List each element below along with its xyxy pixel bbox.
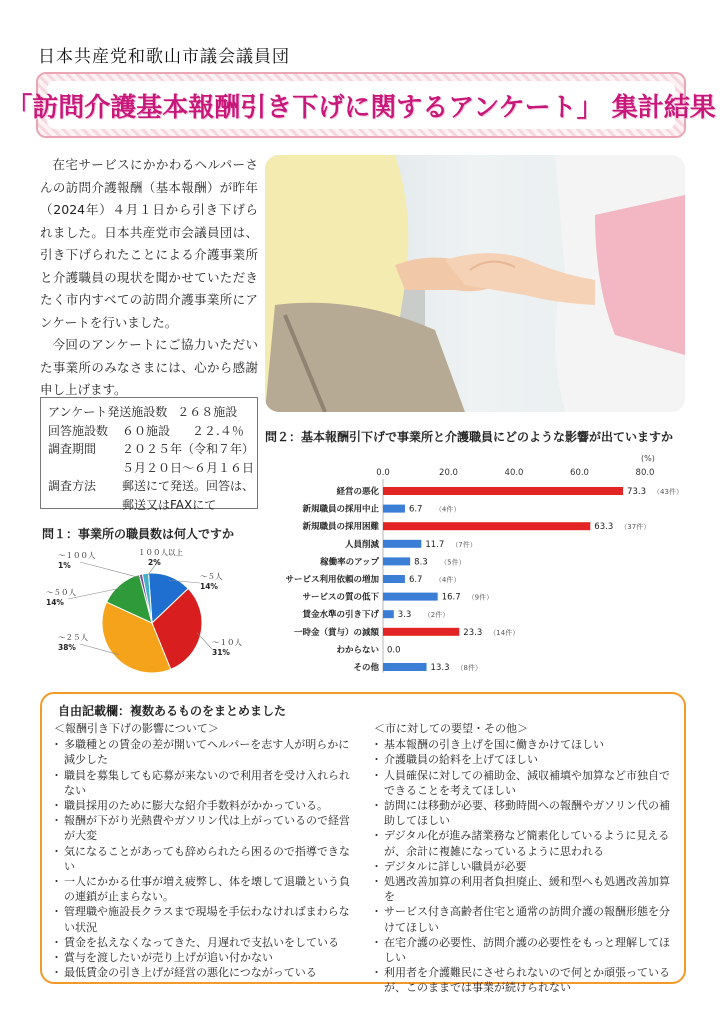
q2-title: 問２：基本報酬引下げで事業所と介護職員にどのような影響が出ていますか (265, 430, 674, 444)
right-comment-item: ・ 在宅介護の必要性、訪問介護の必要性をもっと理解してほしい (374, 935, 672, 965)
bar-category-label: 稼働率のアップ (320, 557, 379, 568)
free-comments-columns (54, 721, 672, 996)
bar (383, 487, 623, 495)
right-comment-item: ・ 人員確保に対しての補助金、減収補填や加算など市独自でできることを考えてほしい (374, 768, 672, 798)
bar-count-label: （5件） (440, 558, 466, 567)
pie-pct-label: 2% (148, 558, 161, 567)
right-heading: ＜市に対しての要望・その他＞ (374, 722, 528, 735)
pie-label: ～１０人 (212, 638, 242, 647)
pie-pct-label: 14% (200, 582, 218, 591)
bar (383, 663, 427, 671)
left-comment-list (54, 737, 354, 980)
intro-paragraph-1: 在宅サービスにかかわるヘルパーさんの訪問介護報酬（基本報酬）が昨年（2024年）４月１日から引き下げられました。日本共産党市会議員団は、引き下げられたことによる介護事業所と介護職員の現状を聞かせていただきたく市内すべての訪問介護事業所にアンケートを行いました。 (40, 157, 258, 330)
q1-pie-chart (40, 545, 252, 687)
bar-value-label: 8.3 (414, 557, 428, 568)
stats-method-label: 調査方法 (48, 479, 97, 493)
stats-reply-label: 回答施設数 (48, 423, 109, 438)
pie-label: １００人以上 (138, 548, 183, 557)
stats-period-value: ２０２５年（令和７年） (122, 442, 255, 456)
bar-category-label: サービスの質の低下 (302, 592, 379, 603)
pie-label: ～５０人 (46, 588, 76, 597)
bar-value-label: 6.7 (408, 504, 423, 515)
free-comments-box (40, 692, 686, 995)
right-comment-item: ・ 基本報酬の引き上げを国に働きかけてほしい (374, 737, 672, 752)
free-comments-left (54, 721, 354, 996)
right-comment-list (374, 737, 672, 995)
bar-tick-label: 40.0 (504, 468, 524, 478)
stats-period-range: ５月２０日～６月１６日 (122, 460, 255, 475)
left-comment-item: ・ 報酬が下がり光熱費やガソリン代は上がっているので経営が大変 (54, 813, 354, 843)
intro-paragraph-2: 今回のアンケートにご協力いただいた事業所のみなさまには、心から感謝申し上げます。 (40, 337, 258, 397)
bar-value-label: 11.7 (425, 539, 445, 550)
pie-pct-label: 14% (46, 598, 64, 607)
pie-label: ～１００人 (58, 551, 96, 560)
bar-unit-label: (%) (641, 454, 655, 463)
left-comment-item: ・ 管理職や施設長クラスまで現場を手伝わなければまわらない状況 (54, 904, 354, 934)
right-comment-item: ・ サービス付き高齢者住宅と通常の訪問介護の報酬形態を分けてほしい (374, 904, 672, 934)
bar-value-label: 6.7 (408, 575, 423, 585)
bar-count-label: （43件） (653, 488, 683, 496)
bar-count-label: （37件） (620, 523, 651, 532)
bar-count-label: （2件） (423, 611, 450, 620)
caregiver-hands-photo (265, 155, 685, 412)
pie-pct-label: 1% (58, 561, 71, 570)
bar-tick-label: 60.0 (570, 468, 589, 478)
bar (383, 540, 421, 548)
bar-category-label: 新規職員の採用困難 (302, 522, 379, 533)
q1-pie-svg (40, 545, 252, 687)
bar-value-label: 3.3 (397, 610, 412, 621)
bar-value-label: 16.7 (441, 592, 461, 603)
intro-text (40, 154, 258, 402)
bar-count-label: （14件） (489, 628, 520, 637)
bar-category-label: わからない (336, 645, 379, 656)
page-title-main: 「訪問介護基本報酬引き下げに関するアンケート」 (6, 92, 603, 123)
q1-title: 問１：事業所の職員数は何人ですか (42, 527, 235, 541)
bar (383, 522, 590, 530)
left-comment-item: ・ 最低賃金の引き上げが経営の悪化につながっている (54, 965, 354, 980)
stats-sent-row (48, 403, 250, 422)
bar-tick-label: 80.0 (635, 468, 655, 478)
page-title (6, 87, 716, 124)
free-comments-title: 自由記載欄：複数あるものをまとめました (58, 704, 287, 718)
free-comments-right (374, 721, 672, 996)
right-comment-item: ・ 処遇改善加算の利用者負担廃止、緩和型へも処遇改善加算を (374, 874, 672, 904)
bar-count-label: （9件） (467, 593, 494, 602)
bar-tick-label: 0.0 (376, 468, 390, 478)
title-banner (6, 72, 716, 138)
survey-stats-box (40, 397, 258, 512)
bar-tick-label: 20.0 (439, 468, 458, 478)
left-comment-item: ・ 一人にかかる仕事が増え疲弊し、体を壊して退職という負の連鎖が止まらない。 (54, 874, 354, 904)
org-name: 日本共産党和歌山市議会議員団 (38, 47, 290, 67)
stats-sent-label: アンケート発送施設数 (48, 405, 168, 419)
bar-value-label: 23.3 (463, 627, 483, 638)
left-comment-item: ・ 多職種との賃金の差が開いてヘルパーを志す人が明らかに減少した (54, 737, 354, 767)
stats-method-row (48, 477, 255, 496)
bar-value-label: 13.3 (430, 663, 450, 673)
bar-category-label: 新規職員の採用中止 (302, 504, 379, 515)
left-comment-item: ・ 職員を募集しても応募が来ないので利用者を受け入れられない (54, 768, 354, 798)
bar-category-label: 賃金水準の引き下げ (302, 610, 379, 621)
bar-category-label: 人員削減 (344, 539, 379, 550)
left-comment-item: ・ 賞与を渡したいが売り上げが追い付かない (54, 950, 354, 965)
bar-category-label: 一時金（賞与）の減額 (293, 627, 379, 638)
right-comment-item: ・ 介護職員の給料を上げてほしい (374, 752, 672, 767)
left-comment-item: ・ 気になることがあっても辞められたら困るので指導できない (54, 844, 354, 874)
bar-count-label: （8件） (456, 664, 483, 672)
right-comment-item: ・ デジタルに詳しい職員が必要 (374, 859, 672, 874)
bar (383, 575, 405, 583)
pie-leader-line (80, 562, 142, 578)
bar (383, 628, 459, 636)
q2-bar-chart (263, 447, 685, 687)
pie-label: ～５人 (200, 572, 223, 581)
caregiver-hands-illustration (265, 155, 685, 412)
title-banner-inner (6, 81, 716, 129)
left-comment-item: ・ 賃金を払えなくなってきた、月遅れで支払いをしている (54, 935, 354, 950)
bar-value-label: 73.3 (627, 487, 646, 497)
bar-category-label: 経営の悪化 (336, 487, 379, 497)
bar (383, 593, 438, 601)
bar (383, 610, 394, 618)
stats-period-row (48, 440, 255, 459)
bar (383, 505, 405, 513)
stats-period-label: 調査期間 (48, 442, 97, 456)
pie-label: ～２５人 (58, 633, 88, 642)
stats-reply-value: ６０施設 (122, 423, 171, 438)
bar-value-label: 0.0 (387, 645, 401, 656)
stats-reply-rate: ２２.４％ (192, 423, 244, 438)
bar (383, 557, 410, 565)
bar-count-label: （7件） (451, 540, 477, 549)
pie-pct-label: 38% (58, 643, 76, 652)
page-title-suffix: 集計結果 (611, 92, 716, 123)
right-comment-item: ・ 利用者を介護難民にさせられないので何とか頑張っているが、このままでは事業が続けられない (374, 965, 672, 995)
q2-bar-svg (263, 447, 685, 687)
stats-sent-value: ２６８施設 (177, 405, 238, 419)
bar-category-label: サービス利用依頼の増加 (285, 575, 379, 585)
stats-method-value-2: 郵送又はFAXにて (122, 497, 217, 512)
stats-reply-row (48, 422, 250, 441)
right-comment-item: ・ 訪問には移動が必要、移動時間への報酬やガソリン代の補助してほしい (374, 798, 672, 828)
left-heading: ＜報酬引き下げの影響について＞ (54, 722, 219, 735)
bar-value-label: 63.3 (594, 522, 614, 533)
bar-count-label: （4件） (434, 505, 461, 514)
pie-pct-label: 31% (212, 648, 230, 657)
stats-method-value: 郵送にて発送。回答は、 (122, 479, 255, 493)
bar-count-label: （4件） (434, 576, 461, 584)
left-comment-item: ・ 職員採用のために膨大な紹介手数料がかかっている。 (54, 798, 354, 813)
bar-category-label: その他 (353, 663, 379, 673)
right-comment-item: ・ デジタル化が進み諸業務など簡素化しているように見えるが、余計に複雑になっているように思われる (374, 828, 672, 858)
